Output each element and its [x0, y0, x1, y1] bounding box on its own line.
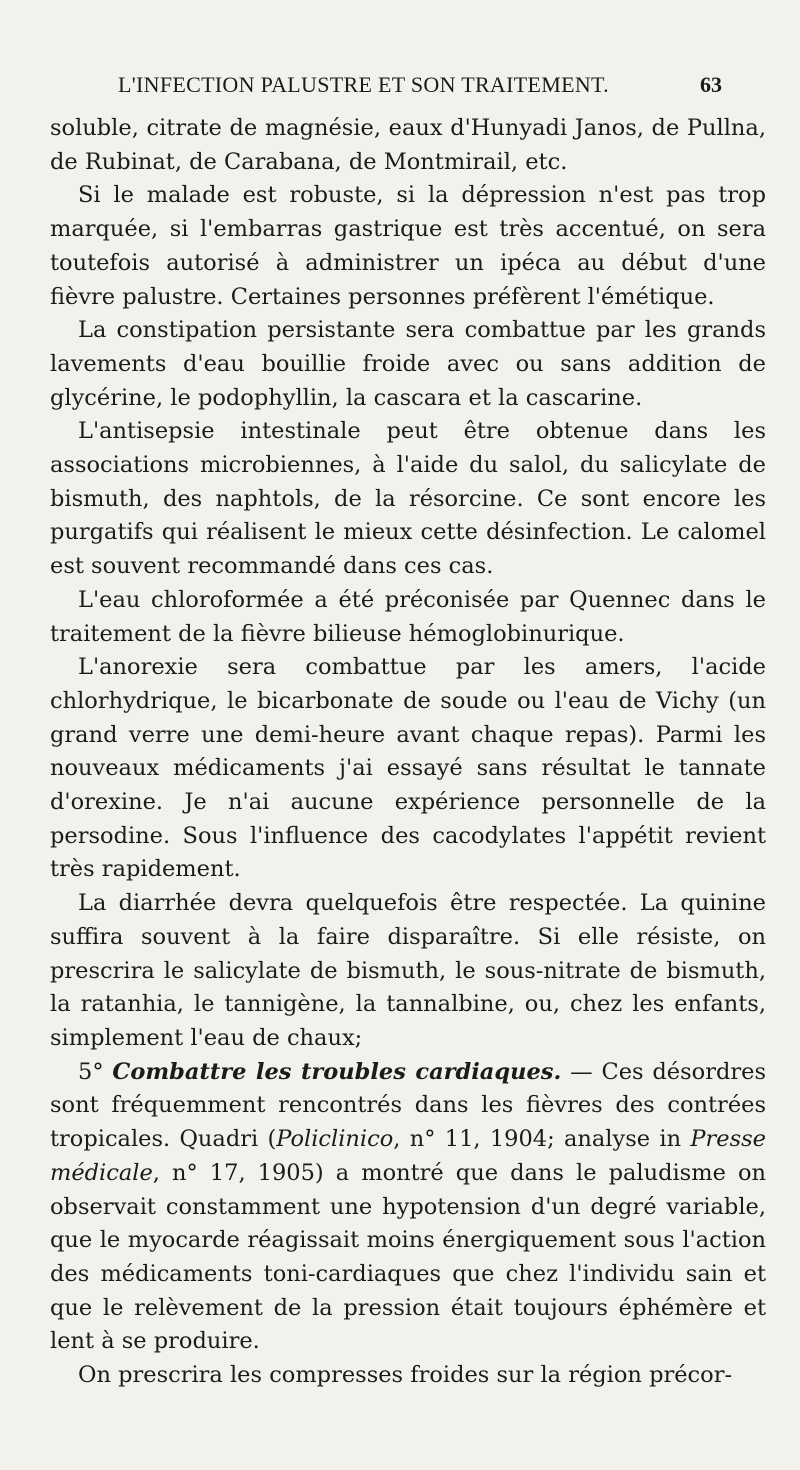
paragraph-compresses: On prescrira les compresses froides sur la région précor- — [78, 1362, 733, 1389]
section-number: 5° — [78, 1058, 104, 1085]
paragraph-diarrhee: La diarrhée devra quelquefois être respectée. La quinine suffira souvent à la faire disparaître. Si elle résiste, on prescrira le salicylate de bismuth, le sous-nitrate de bismuth, la ratanhia, le tannigène, la tannalbine, ou, chez les enfants, simplement l'eau de chaux; — [50, 890, 766, 1051]
section-heading: Combattre les troubles cardiaques. — [112, 1058, 562, 1085]
paragraph-continued: soluble, citrate de magnésie, eaux d'Hunyadi Janos, de Pullna, de Rubinat, de Carabana, de Montmirail, etc. — [50, 115, 766, 175]
page-number: 63 — [700, 72, 722, 97]
page-header — [0, 72, 800, 102]
source-presse-medicale: Presse médicale — [50, 1126, 766, 1186]
paragraph-constipation: La constipation persistante sera combattue par les grands lavements d'eau bouillie froide avec ou sans addition de glycérine, le podophyllin, la cascara et la cascarine. — [50, 317, 766, 411]
paragraph-antisepsie: L'antisepsie intestinale peut être obtenue dans les associations microbiennes, à l'aide du salol, du salicylate de bismuth, des naphtols, de la résorcine. Ce sont encore les purgatifs qui réalisent le mieux cette désinfection. Le calomel est souvent recommandé dans ces cas. — [50, 418, 766, 580]
paragraph-anorexie: L'anorexie sera combattue par les amers, l'acide chlorhydrique, le bicarbonate de soude ou l'eau de Vichy (un grand verre une demi-heure avant chaque repas). Parmi les nouveaux médicaments j'ai essayé sans résultat le tannate d'orexine. Je n'ai aucune expérience personnelle de la persodine. Sous l'influence des cacodylates l'appétit revient très rapidement. — [50, 654, 766, 883]
paragraph-troubles-cardiaques — [50, 1056, 766, 1359]
section-dash: — — [561, 1058, 602, 1085]
running-head: L'INFECTION PALUSTRE ET SON TRAITEMENT. — [118, 72, 609, 97]
section-text-c: , n° 17, 1905) a montré que dans le paludisme on observait constamment une hypotension d'un degré variable, que le myocarde réagissait moins énergiquement sous l'action des médicaments toni-cardiaques que chez l'individu sain et que le relèvement de la pression était toujours éphémère et lent à se produire. — [50, 1159, 766, 1355]
section-text-b: , n° 11, 1904; analyse in — [393, 1126, 691, 1153]
paragraph-ipeca: Si le malade est robuste, si la dépression n'est pas trop marquée, si l'embarras gastrique est très accentué, on sera toutefois autorisé à administrer un ipéca au début d'une fièvre palustre. Certaines personnes préfèrent l'émétique. — [50, 182, 766, 310]
body-text — [50, 112, 766, 1393]
source-policlinico: Policlinico — [276, 1126, 394, 1153]
paragraph-eau-chloroformee: L'eau chloroformée a été préconisée par Quennec dans le traitement de la fièvre bilieuse hémoglobinurique. — [50, 586, 766, 647]
section-text-a: Ces désordres sont fréquemment rencontrés dans les fièvres des contrées tropicales. Quadri ( — [50, 1058, 766, 1153]
